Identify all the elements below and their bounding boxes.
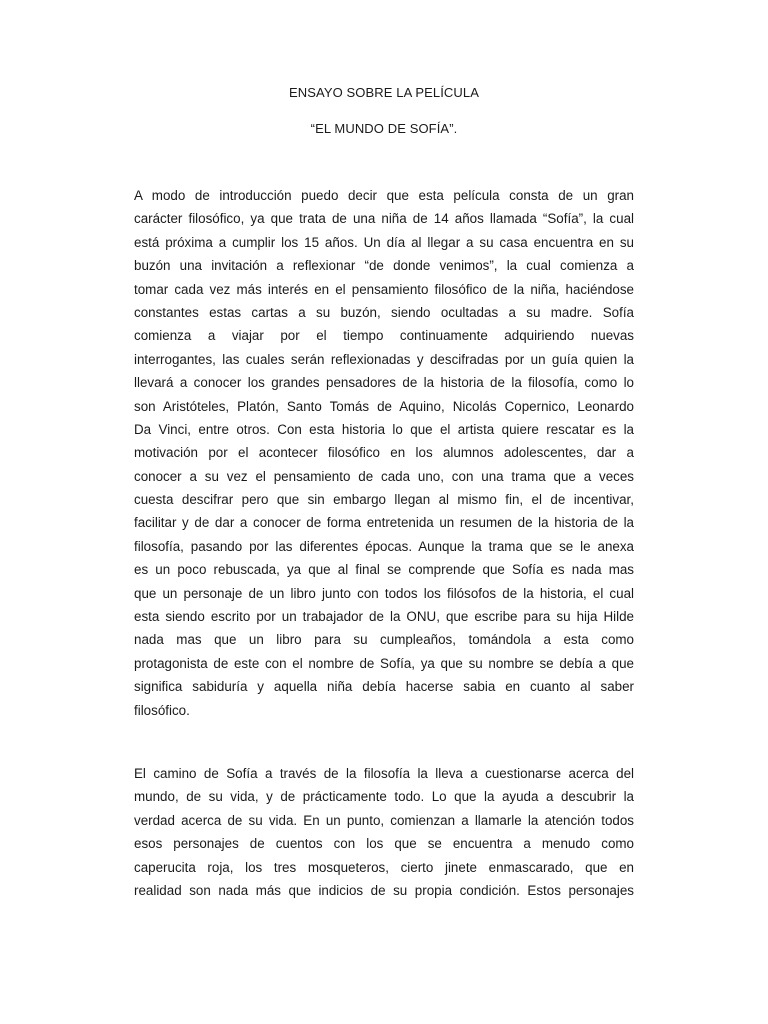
paragraph-line: cuesta descifrar pero que sin embargo llegan al mismo fin, el de incentivar, xyxy=(134,492,634,508)
paragraph-line: El camino de Sofía a través de la filosofía la lleva a cuestionarse acerca del xyxy=(134,766,634,781)
paragraph-line: esta siendo escrito por un trabajador de la ONU, que escribe para su hija Hilde xyxy=(134,609,634,625)
paragraph-line: que un personaje de un libro junto con todos los filósofos de la historia, el cual xyxy=(134,585,634,601)
paragraph-line: caperucita roja, los tres mosqueteros, cierto jinete enmascarado, que en xyxy=(134,859,634,875)
paragraph-line: Da Vinci, entre otros. Con esta historia lo que el artista quiere rescatar es la xyxy=(134,421,634,437)
paragraph-line: comienza a viajar por el tiempo continuamente adquiriendo nuevas xyxy=(134,328,634,344)
paragraph-line: conocer a su vez el pensamiento de cada uno, con una trama que a veces xyxy=(134,468,634,484)
paragraph-line: constantes estas cartas a su buzón, siendo ocultadas a su madre. Sofía xyxy=(134,304,634,320)
paragraph-line: esos personajes de cuentos con los que se encuentra a menudo como xyxy=(134,836,634,852)
paragraph-line: facilitar y de dar a conocer de forma entretenida un resumen de la historia de la xyxy=(134,515,634,531)
paragraph-line: son Aristóteles, Platón, Santo Tomás de Aquino, Nicolás Copernico, Leonardo xyxy=(134,398,634,414)
paragraph-line: filosófico. xyxy=(134,702,190,718)
paragraph-line: mundo, de su vida, y de prácticamente todo. Lo que la ayuda a descubrir la xyxy=(134,789,634,805)
paragraph-line: A modo de introducción puedo decir que esta película consta de un gran xyxy=(134,188,634,203)
paragraph-line: es un poco rebuscada, ya que al final se comprende que Sofía es nada mas xyxy=(134,562,634,578)
paragraph-sofia-journey xyxy=(134,762,634,902)
paragraph-line: interrogantes, las cuales serán reflexionadas y descifradas por un guía quien la xyxy=(134,351,634,367)
paragraph-line: llevará a conocer los grandes pensadores de la historia de la filosofía, como lo xyxy=(134,375,634,391)
paragraph-line: verdad acerca de su vida. En un punto, comienzan a llamarle la atención todos xyxy=(134,812,634,828)
paragraph-line: protagonista de este con el nombre de Sofía, ya que su nombre se debía a que xyxy=(134,655,634,671)
paragraph-line: buzón una invitación a reflexionar “de donde venimos”, la cual comienza a xyxy=(134,258,634,274)
paragraph-line: nada mas que un libro para su cumpleaños, tomándola a esta como xyxy=(134,632,634,648)
paragraph-line: significa sabiduría y aquella niña debía hacerse sabia en cuanto al saber xyxy=(134,679,634,695)
paragraph-line: realidad son nada más que indicios de su propia condición. Estos personajes xyxy=(134,882,634,898)
essay-title: ENSAYO SOBRE LA PELÍCULA xyxy=(288,85,479,100)
paragraph-line: carácter filosófico, ya que trata de una niña de 14 años llamada “Sofía”, la cual xyxy=(134,211,634,227)
paragraph-line: motivación por el acontecer filosófico en los alumnos adolescentes, dar a xyxy=(134,445,634,461)
film-title: “EL MUNDO DE SOFÍA”. xyxy=(310,121,458,136)
paragraph-line: tomar cada vez más interés en el pensamiento filosófico de la niña, haciéndose xyxy=(134,281,634,297)
paragraph-introduction xyxy=(134,184,634,722)
paragraph-line: filosofía, pasando por las diferentes épocas. Aunque la trama que se le anexa xyxy=(134,538,634,554)
paragraph-line: está próxima a cumplir los 15 años. Un día al llegar a su casa encuentra en su xyxy=(134,234,634,250)
